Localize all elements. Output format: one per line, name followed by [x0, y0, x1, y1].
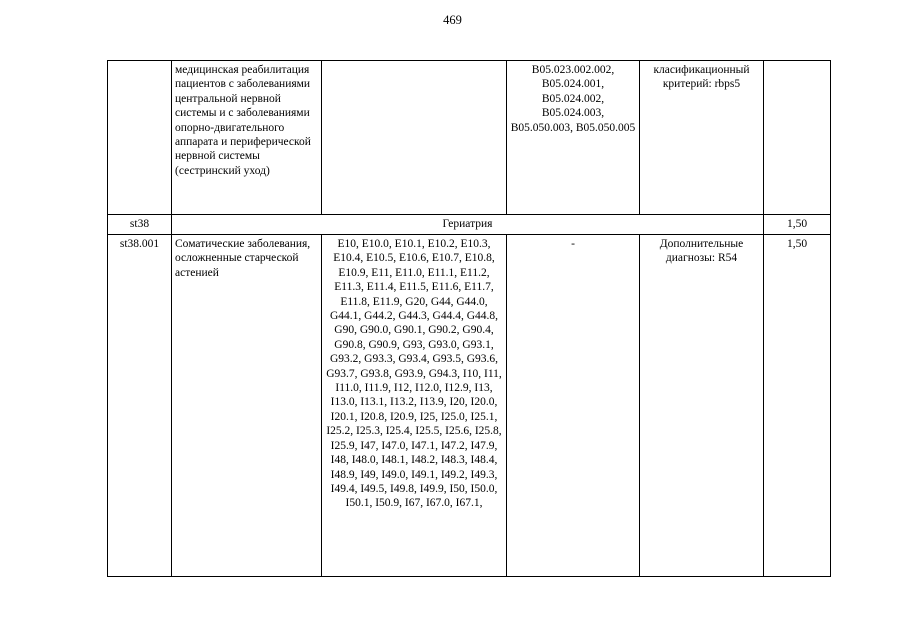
table-row — [108, 235, 831, 577]
coefficient-cell: 1,50 — [764, 235, 831, 577]
code-cell: st38.001 — [108, 235, 172, 577]
profile-coefficient-cell: 1,50 — [764, 215, 831, 235]
profile-code-cell: st38 — [108, 215, 172, 235]
diagnoses-cell — [322, 61, 507, 215]
services-cell: - — [507, 235, 640, 577]
name-cell: медицинская реабилитация пациентов с заболеваниями центральной нервной системы и с заболеваниями опорно-двигательного аппарата и периферической нервной системы (сестринский уход) — [172, 61, 322, 215]
coefficient-cell — [764, 61, 831, 215]
tariff-table — [107, 60, 831, 577]
diagnoses-cell: E10, E10.0, E10.1, E10.2, E10.3, E10.4, E10.5, E10.6, E10.7, E10.8, E10.9, E11, E11.0, E11.1, E11.2, E11.3, E11.4, E11.5, E11.6, E11.7, E11.8, E11.9, G20, G44, G44.0, G44.1, G44.2, G44.3, G44.4, G44.8, G90, G90.0, G90.1, G90.2, G90.4, G90.8, G90.9, G93, G93.0, G93.1, G93.2, G93.3, G93.4, G93.5, G93.6, G93.7, G93.8, G93.9, G94.3, I10, I11, I11.0, I11.9, I12, I12.0, I12.9, I13, I13.0, I13.1, I13.2, I13.9, I20, I20.0, I20.1, I20.8, I20.9, I25, I25.0, I25.1, I25.2, I25.3, I25.4, I25.5, I25.6, I25.8, I25.9, I47, I47.0, I47.1, I47.2, I47.9, I48, I48.0, I48.1, I48.2, I48.3, I48.4, I48.9, I49, I49.0, I49.1, I49.2, I49.3, I49.4, I49.5, I49.8, I49.9, I50, I50.0, I50.1, I50.9, I67, I67.0, I67.1, — [322, 235, 507, 577]
criteria-cell: клаcификационный критерий: rbps5 — [640, 61, 764, 215]
code-cell — [108, 61, 172, 215]
profile-name-cell: Гериатрия — [172, 215, 764, 235]
page-number: 469 — [443, 13, 462, 27]
name-cell: Соматические заболевания, осложненные старческой астенией — [172, 235, 322, 577]
table-row — [108, 61, 831, 215]
table-row — [108, 215, 831, 235]
services-cell: B05.023.002.002, B05.024.001, B05.024.002, B05.024.003, B05.050.003, B05.050.005 — [507, 61, 640, 215]
criteria-cell: Дополнительные диагнозы: R54 — [640, 235, 764, 577]
